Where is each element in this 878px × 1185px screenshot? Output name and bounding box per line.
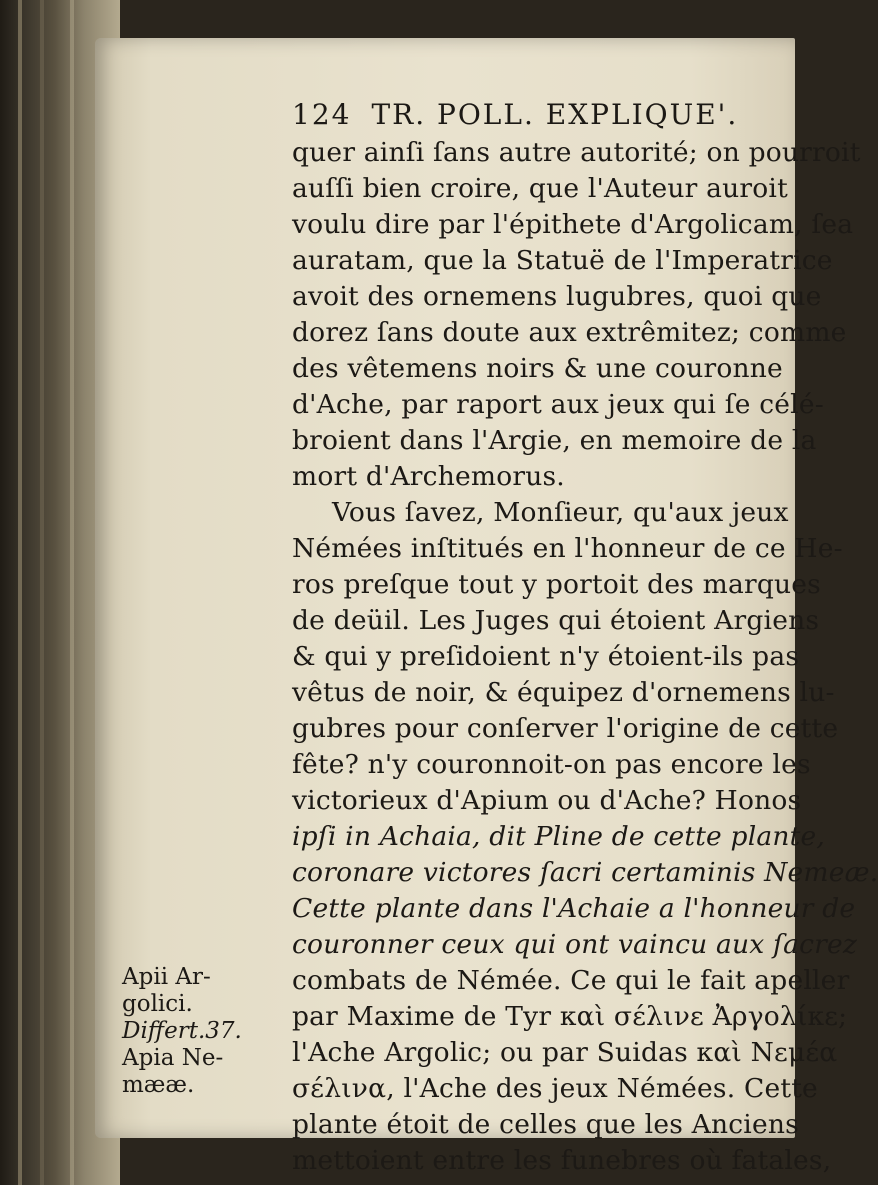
text-line: des vêtemens noirs & une couronne: [292, 353, 783, 384]
text-segment: voulu dire par l'épithete d'Argolicam, ſea: [292, 209, 854, 240]
text-line: par Maxime de Tyr καὶ σέλινε Ἀργολίκε;: [292, 1001, 848, 1032]
page-header: [292, 98, 792, 132]
text-line: Némées inſtitués en l'honneur de ce He-: [292, 533, 843, 564]
text-line: combats de Némée. Ce qui le fait apeller: [292, 965, 850, 996]
text-line: couronner ceux qui ont vaincu aux ſacrez: [292, 929, 858, 960]
text-line: & qui y preſidoient n'y étoient-ils pas: [292, 641, 800, 672]
text-line: auratam, que la Statuë de l'Imperatrice: [292, 245, 833, 276]
margin-note: golici.: [122, 991, 193, 1017]
margin-note: Apia Ne-: [122, 1045, 224, 1071]
text-line: ipſi in Achaia, dit Pline de cette plante,: [292, 821, 826, 852]
binding-stripe: [70, 0, 74, 1185]
text-line: fête? n'y couronnoit-on pas encore les: [292, 749, 811, 780]
text-line: mort d'Archemorus.: [292, 461, 565, 492]
margin-note: mææ.: [122, 1072, 195, 1098]
text-line: Vous ſavez, Monſieur, qu'aux jeux: [332, 497, 789, 528]
binding-stripe: [40, 0, 44, 1185]
margin-note: Differt.37.: [122, 1018, 242, 1044]
text-line: victorieux d'Apium ou d'Ache? Honos: [292, 785, 802, 816]
text-line: coronare victores ſacri certaminis Nemeæ.: [292, 857, 878, 888]
text-line: quer ainſi ſans autre autorité; on pourroit: [292, 137, 861, 168]
running-title: TR. POLL. EXPLIQUE'.: [371, 98, 739, 131]
margin-note: Apii Ar-: [122, 964, 211, 990]
text-line: broient dans l'Argie, en memoire de la: [292, 425, 817, 456]
text-line: Cette plante dans l'Achaie a l'honneur de: [292, 893, 856, 924]
text-line: l'Ache Argolic; ou par Suidas καὶ Νεμέα: [292, 1037, 838, 1068]
text-line: d'Ache, par raport aux jeux qui ſe célé-: [292, 389, 824, 420]
text-line: plante étoit de celles que les Anciens: [292, 1109, 799, 1140]
text-line: vêtus de noir, & équipez d'ornemens lu-: [292, 677, 835, 708]
text-line: avoit des ornemens lugubres, quoi que: [292, 281, 822, 312]
text-line: mettoient entre les funebres où fatales,: [292, 1145, 832, 1176]
text-line: [292, 208, 854, 242]
text-line: gubres pour conſerver l'origine de cette: [292, 713, 839, 744]
text-line: dorez ſans doute aux extrêmitez; comme: [292, 317, 847, 348]
text-line: de deüil. Les Juges qui étoient Argiens: [292, 605, 820, 636]
text-line: σέλινα, l'Ache des jeux Némées. Cette: [292, 1073, 818, 1104]
text-line: ros preſque tout y portoit des marques: [292, 569, 821, 600]
page-number: 124: [292, 98, 352, 131]
text-line: auſſi bien croire, que l'Auteur auroit: [292, 173, 788, 204]
binding-stripe: [18, 0, 22, 1185]
